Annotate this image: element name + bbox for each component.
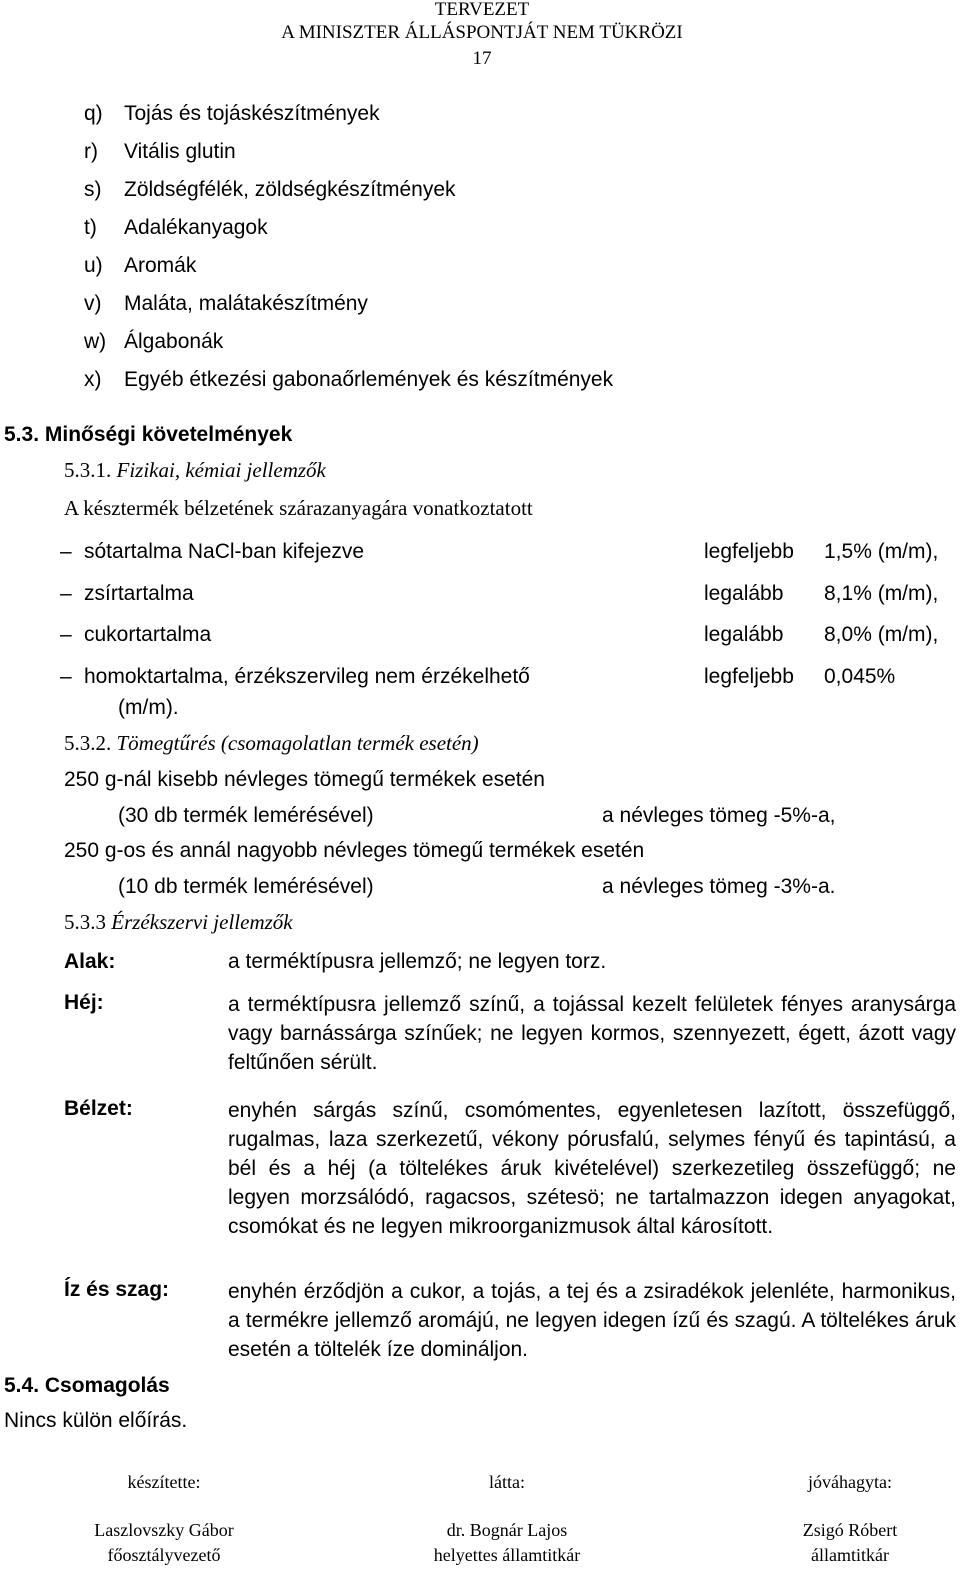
signature-title: helyettes államtitkár (433, 1545, 581, 1565)
signature-name: Laszlovszky Gábor (94, 1520, 234, 1540)
list-text: Aromák (124, 254, 197, 277)
list-letter: t) (84, 216, 97, 239)
list-text: Tojás és tojáskészítmények (124, 102, 380, 125)
list-letter: s) (84, 178, 102, 201)
signature-name: dr. Bognár Lajos (446, 1520, 568, 1540)
tolerance-value-2: a névleges tömeg -3%-a. (602, 875, 836, 898)
row-value: 0,045% (824, 665, 896, 688)
subsection-heading-5-3-2 (64, 731, 479, 756)
row-value: 8,1% (m/m), (824, 582, 939, 605)
row-label: – zsírtartalma (84, 581, 194, 606)
row-label: – sótartalma NaCl-ban kifejezve (84, 539, 364, 564)
row-continuation: (m/m). (118, 696, 179, 719)
list-letter: x) (84, 368, 102, 391)
row-value: 8,0% (m/m), (824, 623, 939, 646)
property-label: Bélzet: (64, 1097, 133, 1120)
subsection-number: 5.3.1. (64, 458, 112, 482)
signature-role: látta: (489, 1472, 525, 1492)
list-letter: w) (84, 330, 107, 353)
list-text: Maláta, malátakészítmény (124, 292, 368, 315)
property-text: enyhén sárgás színű, csomómentes, egyenletesen lazított, összefüggő, rugalmas, laza szerkezetű, vékony pórusfalú, selymes fényű és tapintású, a bél és a héj (a töltelékes áruk kivételével) szerkezetileg összefüggő; ne legyen morzsálódó, ragacsos, szétesö; ne tartalmazzon idegen anyagokat, csomókat és ne legyen mikroorganizmusok által károsított. (228, 1099, 956, 1238)
list-text: Zöldségfélék, zöldségkészítmények (124, 178, 456, 201)
row-limit: legalább (704, 582, 784, 605)
tolerance-line-2: 250 g-os és annál nagyobb névleges tömegű termékek esetén (64, 839, 645, 862)
subsection-title: Érzékszervi jellemzők (111, 910, 293, 934)
list-letter: u) (84, 254, 103, 277)
row-label: – homoktartalma, érzékszervileg nem érzékelhető (84, 664, 530, 689)
list-text: Vitális glutin (124, 140, 236, 163)
list-letter: v) (84, 292, 102, 315)
page-number: 17 (472, 48, 492, 69)
row-limit: legfeljebb (704, 540, 794, 563)
signature-name: Zsigó Róbert (802, 1520, 898, 1540)
property-label: Héj: (64, 991, 104, 1014)
header-disclaimer: A MINISZTER ÁLLÁSPONTJÁT NEM TÜKRÖZI (281, 22, 683, 43)
list-text: Adalékanyagok (124, 216, 268, 239)
row-label: – cukortartalma (84, 622, 211, 647)
row-limit: legfeljebb (704, 665, 794, 688)
subsection-number: 5.3.2. (64, 731, 112, 755)
section-heading-5-3: 5.3. Minőségi követelmények (4, 423, 293, 446)
row-value: 1,5% (m/m), (824, 540, 939, 563)
subsection-heading-5-3-3 (64, 910, 293, 935)
signature-title: államtitkár (811, 1545, 889, 1565)
property-label: Íz és szag: (64, 1278, 170, 1301)
row-limit: legalább (704, 623, 784, 646)
tolerance-value-1: a névleges tömeg -5%-a, (602, 804, 836, 827)
subsection-title: Fizikai, kémiai jellemzők (116, 458, 326, 482)
list-text: Álgabonák (124, 330, 224, 353)
subsection-intro: A késztermék bélzetének szárazanyagára vonatkoztatott (64, 496, 533, 520)
tolerance-sub-1: (30 db termék lemérésével) (118, 804, 374, 827)
property-text: enyhén érződjön a cukor, a tojás, a tej és a zsiradékok jelenléte, harmonikus, a termékre jellemző aromájú, ne legyen idegen ízű és szagú. A töltelékes áruk esetén a töltelék íze domináljon. (228, 1280, 956, 1361)
list-text: Egyéb étkezési gabonaőrlemények és készítmények (124, 368, 614, 391)
tolerance-sub-2: (10 db termék lemérésével) (118, 875, 374, 898)
header-draft-label: TERVEZET (434, 0, 530, 20)
signature-role: jóváhagyta: (808, 1472, 892, 1492)
section-5-4-text: Nincs külön előírás. (4, 1409, 188, 1432)
subsection-number: 5.3.3 (64, 910, 106, 934)
tolerance-line-1: 250 g-nál kisebb névleges tömegű termékek esetén (64, 768, 545, 791)
signature-title: főosztályvezető (107, 1545, 221, 1565)
property-text: a terméktípusra jellemző színű, a tojással kezelt felületek fényes aranysárga vagy barnássárga színűek; ne legyen kormos, szennyezett, égett, ázott vagy feltűnően sérült. (228, 993, 956, 1074)
subsection-title: Tömegtűrés (csomagolatlan termék esetén) (116, 731, 479, 755)
property-label: Alak: (64, 950, 116, 973)
subsection-heading-5-3-1 (64, 458, 326, 483)
signature-role: készítette: (127, 1472, 201, 1492)
list-letter: q) (84, 102, 103, 125)
property-text: a terméktípusra jellemző; ne legyen torz. (228, 950, 607, 973)
list-letter: r) (84, 140, 98, 163)
section-heading-5-4: 5.4. Csomagolás (4, 1374, 170, 1397)
